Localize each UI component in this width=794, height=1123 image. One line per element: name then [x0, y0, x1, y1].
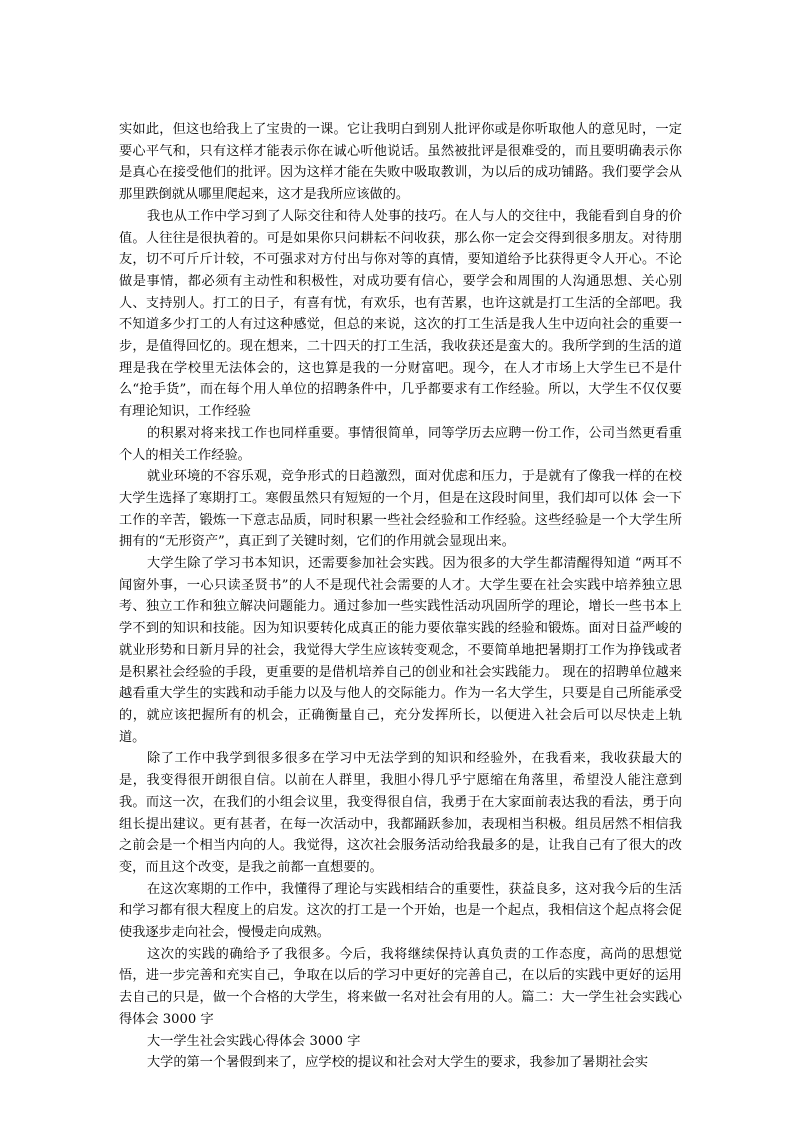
- paragraph-6: 除了工作中我学到很多很多在学习中无法学到的知识和经验外，在我看来，我收获最大的是，我变得很开朗很自信。以前在人群里，我胆小得几乎宁愿缩在角落里，希望没人能注意到我。而这一次，在我们的小组会议里，我变得很自信，我勇于在大家面前表达我的看法，勇于向组长提出建议。更有甚者，在每一次活动中，我都踊跃参加，表现相当积极。组员居然不相信我之前会是一个相当内向的人。我觉得，这次社会服务活动给我最多的是，让我自己有了很大的改变，而且这个改变，是我之前都一直想要的。: [119, 751, 682, 875]
- paragraph-9: 大学的第一个暑假到来了，应学校的提议和社会对大学生的要求，我参加了暑期社会实: [147, 1055, 649, 1071]
- paragraph-5: 大学生除了学习书本知识，还需要参加社会实践。因为很多的大学生都清醒得知道 “两耳不闻窗外事，一心只读圣贤书”的人不是现代社会需要的人才。大学生要在社会实践中培养独立思考、独立工作和独立解决问题能力。通过参加一些实践性活动巩固所学的理论，增长一些书本上学不到的知识和技能。因为知识要转化成真正的能力要依靠实践的经验和锻炼。面对日益严峻的就业形势和日新月异的社会，我觉得大学生应该转变观念，不要简单地把暑期打工作为挣钱或者是积累社会经验的手段，更重要的是借机培养自己的创业和社会实践能力。 现在的招聘单位越来越看重大学生的实践和动手能力以及与他人的交际能力。作为一名大学生，只要是自己所能承受的，就应该把握所有的机会，正确衡量自己，充分发挥所长，以便进入社会后可以尽快走上轨道。: [119, 556, 682, 745]
- paragraph-3: 的积累对将来找工作也同样重要。事情很简单，同等学历去应聘一份工作，公司当然更看重个人的相关工作经验。: [119, 425, 682, 463]
- paragraph-2: 我也从工作中学习到了人际交往和待人处事的技巧。在人与人的交往中，我能看到自身的价值。人往往是很执着的。可是如果你只问耕耘不问收获，那么你一定会交得到很多朋友。对待朋友，切不可斤斤计较，不可强求对方付出与你对等的真情，要知道给予比获得更令人开心。不论做是事情，都必须有主动性和积极性，对成功要有信心，要学会和周围的人沟通思想、关心别人、支持别人。打工的日子，有喜有忧，有欢乐，也有苦累，也许这就是打工生活的全部吧。我不知道多少打工的人有过这种感觉，但总的来说，这次的打工生活是我人生中迈向社会的重要一步，是值得回忆的。现在想来，二十四天的打工生活，我收获还是蛮大的。我所学到的生活的道理是我在学校里无法体会的，这也算是我的一分财富吧。现今，在人才市场上大学生已不是什么“抢手货”，而在每个用人单位的招聘条件中，几乎都要求有工作经验。所以，大学生不仅仅要有理论知识，工作经验: [119, 208, 682, 420]
- paragraph-8: 这次的实践的确给予了我很多。今后，我将继续保持认真负责的工作态度，高尚的思想觉悟，进一步完善和充实自己，争取在以后的学习中更好的完善自己，在以后的实践中更好的运用去自己的只是，做一个合格的大学生，将来做一名对社会有用的人。篇二：大一学生社会实践心得体会 3000 字: [119, 946, 682, 1027]
- paragraph-7: 在这次寒期的工作中，我懂得了理论与实践相结合的重要性，获益良多，这对我今后的生活和学习都有很大程度上的启发。这次的打工是一个开始，也是一个起点，我相信这个起点将会促使我逐步走向社会，慢慢走向成熟。: [119, 881, 682, 941]
- paragraph-4: 就业环境的不容乐观，竞争形式的日趋激烈，面对优虑和压力，于是就有了像我一样的在校大学生选择了寒期打工。寒假虽然只有短短的一个月，但是在这段时间里，我们却可以体 会一下工作的辛苦，锻炼一下意志品质，同时积累一些社会经验和工作经验。这些经验是一个大学生所拥有的“无形资产”，真正到了关键时刻，它们的作用就会显现出来。: [119, 469, 682, 550]
- document-body: [119, 119, 682, 1074]
- paragraph-1: 实如此，但这也给我上了宝贵的一课。它让我明白到别人批评你或是你听取他人的意见时，一定要心平气和，只有这样才能表示你在诚心听他说话。虽然被批评是很难受的，而且要明确表示你是真心在接受他们的批评。因为这样才能在失败中吸取教训，为以后的成功铺路。我们要学会从那里跌倒就从哪里爬起来，这才是我所应该做的。: [119, 122, 682, 203]
- section-heading: 大一学生社会实践心得体会 3000 字: [147, 1033, 361, 1049]
